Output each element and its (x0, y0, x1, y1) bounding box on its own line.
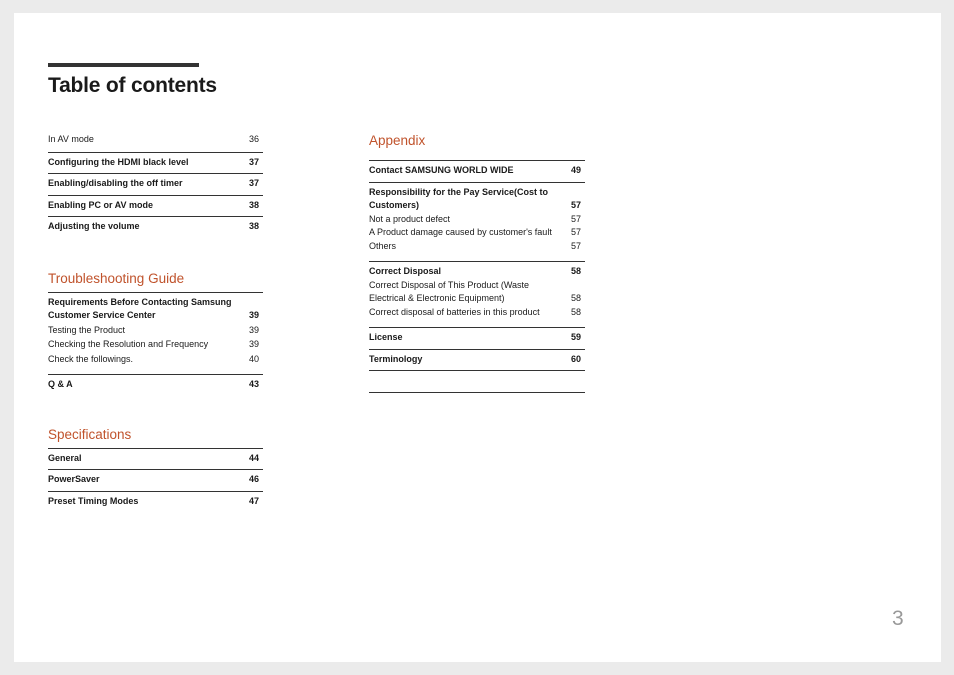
toc-subentry-page: 58 (570, 293, 581, 303)
toc-subentry-page: 57 (570, 240, 581, 251)
toc-entry[interactable] (48, 220, 263, 234)
toc-entry-page: 39 (248, 310, 259, 320)
section-title-troubleshooting: Troubleshooting Guide (48, 270, 185, 286)
toc-entry[interactable] (48, 378, 263, 392)
toc-entry[interactable] (48, 473, 263, 487)
toc-subentry-label: A Product damage caused by customer's fault (369, 227, 552, 237)
toc-entry-label: Enabling/disabling the off timer (48, 178, 183, 188)
toc-entry-label: PowerSaver (48, 474, 100, 484)
divider (369, 370, 585, 392)
toc-subentry-label: Not a product defect (369, 213, 451, 224)
toc-entry[interactable] (48, 177, 263, 191)
page-title: Table of contents (48, 74, 217, 97)
toc-subentry-page: 40 (248, 353, 259, 364)
toc-entry-page: 46 (248, 474, 259, 484)
toc-subentry-label: Others (369, 240, 397, 251)
page-number: 3 (892, 607, 904, 630)
toc-entry-page: 60 (570, 353, 581, 364)
section-title-specifications: Specifications (48, 426, 132, 442)
toc-entry[interactable] (369, 164, 585, 178)
toc-entry[interactable] (48, 452, 263, 466)
toc-entry[interactable] (48, 495, 263, 509)
toc-entry[interactable] (48, 133, 263, 147)
toc-subentry[interactable] (369, 240, 585, 254)
toc-entry-page: 37 (248, 156, 259, 167)
toc-subentry-label: Check the followings. (48, 353, 134, 364)
toc-entry[interactable] (48, 156, 263, 170)
toc-subentry[interactable] (369, 306, 585, 320)
toc-entry-label: Adjusting the volume (48, 221, 140, 231)
toc-entry-page: 49 (570, 165, 581, 175)
toc-entry-label: License (369, 332, 403, 342)
toc-entry-label: Q & A (48, 379, 73, 389)
manual-page (14, 13, 941, 662)
toc-entry-page: 59 (570, 332, 581, 342)
toc-entry[interactable] (369, 265, 585, 279)
toc-subentry-page: 39 (248, 324, 259, 335)
toc-right-column (369, 133, 585, 393)
toc-entry-page: 47 (248, 495, 259, 506)
toc-subentry-page: 57 (570, 227, 581, 237)
toc-subentry-label: Correct Disposal of This Product (Waste Electrical & Electronic Equipment) (369, 279, 530, 303)
title-accent-bar (48, 63, 199, 67)
toc-entry-label: Requirements Before Contacting Samsung Customer Service Center (48, 296, 232, 320)
toc-subentry-label: Checking the Resolution and Frequency (48, 339, 209, 349)
toc-entry-label: General (48, 452, 82, 463)
toc-entry[interactable] (369, 186, 585, 213)
toc-entry-page: 38 (248, 221, 259, 231)
toc-subentry[interactable] (48, 338, 263, 352)
toc-subentry-page: 58 (570, 306, 581, 317)
toc-subentry[interactable] (369, 213, 585, 227)
toc-entry-label: In AV mode (48, 134, 94, 144)
toc-entry-label: Configuring the HDMI black level (48, 156, 189, 167)
toc-entry-page: 44 (248, 452, 259, 463)
toc-entry-label: Terminology (369, 353, 423, 364)
toc-entry-label: Preset Timing Modes (48, 495, 139, 506)
toc-entry-page: 36 (248, 134, 259, 144)
toc-subentry[interactable] (48, 353, 263, 367)
toc-subentry-page: 39 (248, 339, 259, 349)
toc-entry-page: 58 (570, 266, 581, 276)
toc-subentry-label: Testing the Product (48, 324, 126, 335)
toc-entry-label: Responsibility for the Pay Service(Cost to Customers) (369, 186, 549, 210)
toc-entry-page: 43 (248, 379, 259, 389)
toc-entry[interactable] (48, 199, 263, 213)
toc-entry-page: 57 (570, 200, 581, 210)
toc-entry-label: Contact SAMSUNG WORLD WIDE (369, 165, 514, 175)
toc-subentry-page: 57 (570, 213, 581, 224)
toc-subentry-label: Correct disposal of batteries in this product (369, 306, 540, 317)
toc-entry-page: 37 (248, 178, 259, 188)
toc-entry-page: 38 (248, 199, 259, 210)
toc-subentry[interactable] (369, 226, 585, 240)
toc-subentry[interactable] (369, 279, 585, 306)
toc-subentry[interactable] (48, 324, 263, 338)
toc-entry-label: Enabling PC or AV mode (48, 199, 154, 210)
toc-entry[interactable] (369, 331, 585, 345)
section-title-appendix: Appendix (369, 133, 426, 148)
toc-left-column (48, 132, 263, 512)
toc-entry[interactable] (369, 353, 585, 367)
toc-entry-label: Correct Disposal (369, 266, 442, 276)
toc-entry[interactable] (48, 296, 263, 323)
divider (369, 392, 585, 393)
